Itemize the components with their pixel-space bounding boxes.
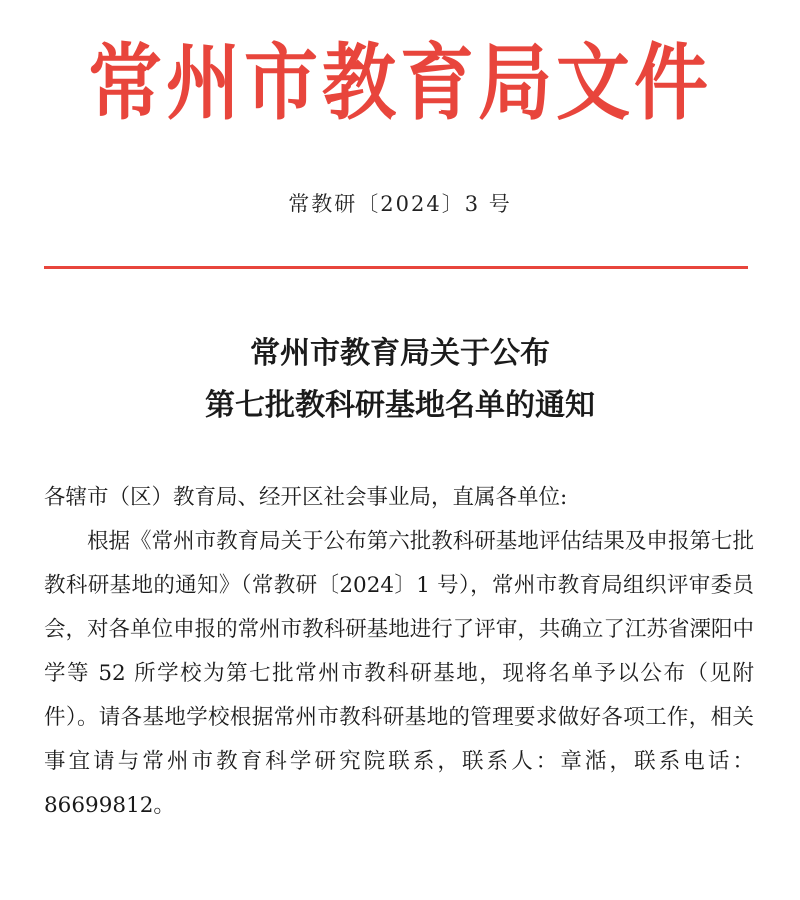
red-divider-line bbox=[44, 266, 748, 269]
title-line-1: 常州市教育局关于公布 bbox=[250, 336, 550, 371]
title-line-2: 第七批教科研基地名单的通知 bbox=[205, 388, 595, 423]
document-body bbox=[44, 476, 754, 828]
document-title bbox=[0, 328, 800, 432]
body-paragraph: 根据《常州市教育局关于公布第六批教科研基地评估结果及申报第七批教科研基地的通知》（常教研〔2024〕1 号），常州市教育局组织评审委员会，对各单位申报的常州市教科研基地进行了评审，共确立了江苏省溧阳中学等 52 所学校为第七批常州市教科研基地，现将名单予以公布（见附件）。请各基地学校根据常州市教科研基地的管理要求做好各项工作，相关事宜请与常州市教育科学研究院联系，联系人：章湉，联系电话：86699812。 bbox=[44, 529, 754, 818]
document-masthead: 常州市教育局文件 bbox=[88, 35, 712, 132]
document-number: 常教研〔2024〕3 号 bbox=[288, 192, 512, 216]
salutation: 各辖市（区）教育局、经开区社会事业局，直属各单位: bbox=[44, 485, 568, 510]
